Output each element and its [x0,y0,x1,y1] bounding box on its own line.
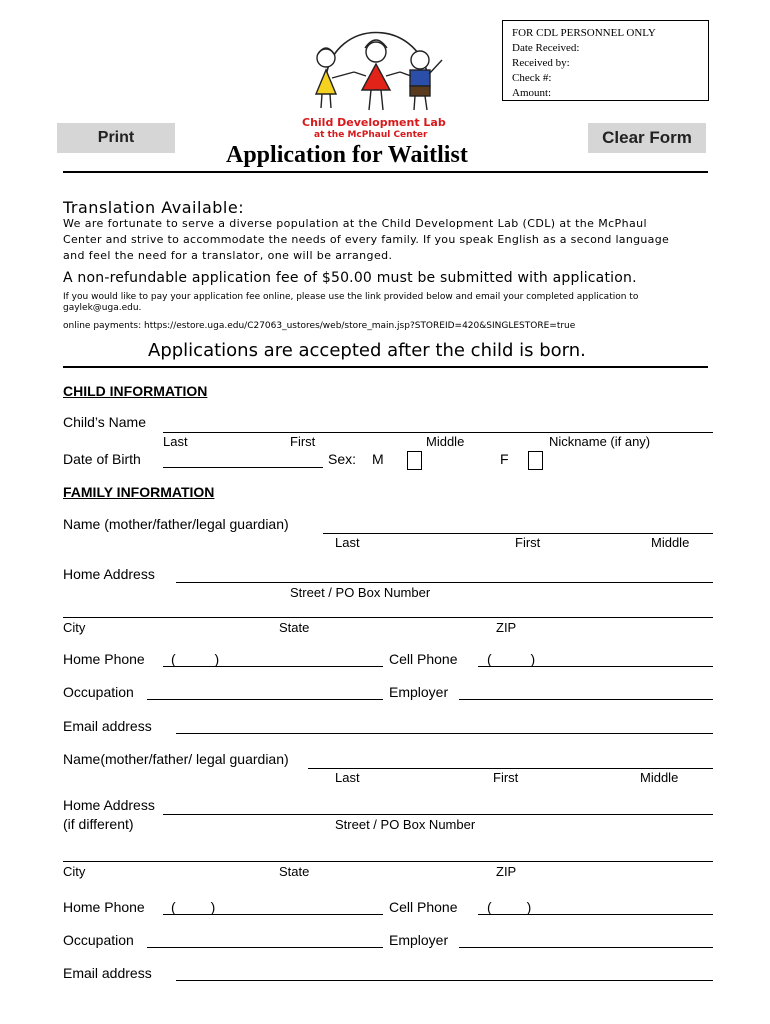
child-middle-label: Middle [426,434,465,449]
guardian2-zip-label: ZIP [496,864,517,879]
guardian2-city-label: City [63,864,86,879]
guardian2-occupation-field[interactable] [147,947,383,948]
guardian2-name-label: Name(mother/father/ legal guardian) [63,751,289,767]
translation-heading: Translation Available: [63,198,245,217]
date-received-label: Date Received: [512,42,580,54]
guardian2-state-label: State [279,864,310,879]
page-title: Application for Waitlist [226,142,468,168]
guardian1-home-phone-label: Home Phone [63,651,145,667]
guardian2-name-field[interactable] [308,768,713,769]
child-last-label: Last [163,434,188,449]
amount-label: Amount: [512,87,552,99]
translation-line-1: We are fortunate to serve a diverse population at the Child Development Lab (CDL) at the McPhaul [63,217,647,230]
guardian1-city-field[interactable] [63,617,713,618]
guardian1-street-label: Street / PO Box Number [290,585,431,600]
guardian2-last-label: Last [335,770,360,785]
guardian1-street-field[interactable] [176,582,713,583]
guardian1-cell-phone-label: Cell Phone [389,651,458,667]
child-name-label: Child’s Name [63,414,146,430]
guardian1-address-label: Home Address [63,566,155,582]
cdl-logo [296,18,456,144]
guardian2-cell-phone-field[interactable] [478,914,713,915]
sex-m-checkbox[interactable] [407,451,422,470]
guardian1-name-label: Name (mother/father/legal guardian) [63,516,289,532]
guardian1-zip-label: ZIP [496,620,517,635]
logo-line-1: Child Development Lab [302,116,446,129]
child-nickname-label: Nickname (if any) [549,434,651,449]
guardian1-occupation-field[interactable] [147,699,383,700]
guardian1-occupation-label: Occupation [63,684,134,700]
guardian2-email-label: Email address [63,965,152,981]
guardian2-street-field[interactable] [163,814,713,815]
translation-line-2: Center and strive to accommodate the needs of every family. If you speak English as a second language [63,233,670,246]
guardian1-email-field[interactable] [176,733,713,734]
guardian2-cell-phone-label: Cell Phone [389,899,458,915]
guardian1-cell-phone-field[interactable] [478,666,713,667]
notice-rule [63,366,708,368]
guardian1-last-label: Last [335,535,360,550]
clear-form-button[interactable]: Clear Form [588,123,706,153]
fee-line-2: gaylek@uga.edu. [63,303,142,313]
sex-f-label: F [500,451,509,467]
dob-field[interactable] [163,467,323,468]
children-logo-icon [296,18,456,118]
guardian2-home-phone-paren: ( ) [171,899,216,915]
child-name-field[interactable] [163,432,713,433]
guardian2-address-note: (if different) [63,816,134,832]
guardian1-city-label: City [63,620,86,635]
personnel-title: FOR CDL PERSONNEL ONLY [512,27,656,39]
family-info-heading: FAMILY INFORMATION [63,484,215,500]
fee-heading: A non-refundable application fee of $50.00 must be submitted with application. [63,270,637,286]
born-notice: Applications are accepted after the child is born. [148,340,586,361]
guardian1-email-label: Email address [63,718,152,734]
check-number-label: Check #: [512,72,552,84]
guardian1-state-label: State [279,620,310,635]
guardian2-home-phone-label: Home Phone [63,899,145,915]
guardian1-home-phone-field[interactable] [163,666,383,667]
guardian2-occupation-label: Occupation [63,932,134,948]
guardian2-email-field[interactable] [176,980,713,981]
sex-f-checkbox[interactable] [528,451,543,470]
guardian2-street-label: Street / PO Box Number [335,817,476,832]
guardian1-employer-label: Employer [389,684,449,700]
logo-line-2: at the McPhaul Center [314,130,428,140]
guardian2-middle-label: Middle [640,770,679,785]
guardian2-cell-phone-paren: ( ) [487,899,532,915]
child-first-label: First [290,434,316,449]
guardian2-city-field[interactable] [63,861,713,862]
print-button[interactable]: Print [57,123,175,153]
online-payments-link[interactable]: online payments: https://estore.uga.edu/C27063_ustores/web/store_main.jsp?STOREID=420&SINGLESTORE=true [63,321,576,331]
guardian1-home-phone-paren: ( ) [171,651,220,667]
sex-m-label: M [372,451,384,467]
guardian2-address-label: Home Address [63,797,155,813]
dob-label: Date of Birth [63,451,141,467]
guardian2-employer-label: Employer [389,932,449,948]
guardian2-first-label: First [493,770,519,785]
guardian1-cell-phone-paren: ( ) [487,651,536,667]
guardian1-middle-label: Middle [651,535,690,550]
personnel-only-box [502,20,709,101]
translation-line-3: and feel the need for a translator, one will be arranged. [63,249,393,262]
guardian1-name-field[interactable] [323,533,713,534]
sex-label: Sex: [328,451,357,467]
fee-line-1: If you would like to pay your application fee online, please use the link provided below and email your completed application to [63,292,639,302]
child-info-heading: CHILD INFORMATION [63,383,208,399]
guardian1-first-label: First [515,535,541,550]
guardian2-home-phone-field[interactable] [163,914,383,915]
guardian1-employer-field[interactable] [459,699,713,700]
title-rule [63,171,708,173]
guardian2-employer-field[interactable] [459,947,713,948]
received-by-label: Received by: [512,57,570,69]
